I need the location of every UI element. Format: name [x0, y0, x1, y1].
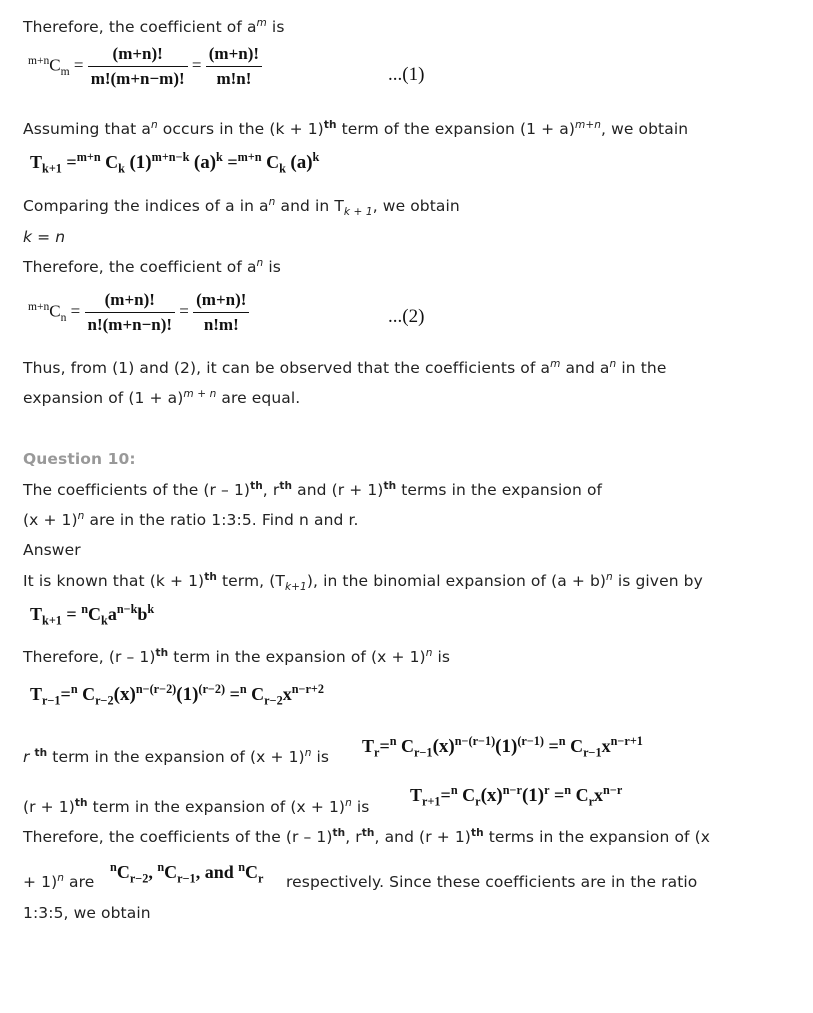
text-line: k = n [23, 228, 66, 246]
text-line: 1:3:5, we obtain [23, 904, 151, 922]
equation-term-r-minus-1: $T_{r-1}=^n$ $C_{r-2}(x)^{n-(r-2)}(1)^{(r-2)} =^n$ $C_{r-2}x^{n-r+2}$ [30, 682, 324, 708]
text-line: It is known that $(k + 1)^{th}$ term, $(T_{k+1})$, in the binomial expansion of $(a + b)^n$ is given by [23, 570, 703, 594]
text-line: Therefore, (r – 1)$^{th}$ term in the expansion of $(x + 1)^n$ is [23, 646, 451, 666]
text-line: Assuming that $a^n$ occurs in the $(k + 1)^{th}$ term of the expansion $(1 + a)^{m+n}$, we obtain [23, 118, 689, 138]
text-line: respectively. Since these coefficients are in the ratio [286, 873, 698, 891]
question-heading: Question 10: [23, 450, 136, 468]
equation-general-term: $T_{k+1} =^{m+n}$ $C_k$ $(1)^{m+n-k}$ $(a)^k =^{m+n}$ $C_k$ $(a)^k$ [30, 150, 320, 176]
equation-coefficients: $^nC_{r-2}$, $^nC_{r-1}$, and $^nC_r$ [110, 860, 264, 886]
equation-ref-2: ...(2) [388, 306, 425, 327]
equation-term-r-plus-1: $T_{r+1}=^n$ $C_r(x)^{n-r}(1)^r =^n$ $C_rx^{n-r}$ [410, 783, 623, 809]
equation-binomial-term: $T_{k+1} = ^nC_ka^{n-k}b^k$ [30, 602, 155, 628]
text-line: r $^{th}$ term in the expansion of $(x + 1)^n$ is [23, 746, 330, 766]
equation-2: $^{m+n}C_n$ = $\frac{(m+n)!}{n!(m+n-n)!}$ = $\frac{(m+n)!}{n!m!}$ [28, 290, 249, 335]
text-line: Comparing the indices of a in $a^n$ and in $T_{k + 1}$, we obtain [23, 195, 460, 219]
answer-label: Answer [23, 541, 81, 559]
text-line: Therefore, the coefficient of $a^m$ is [23, 16, 285, 36]
equation-ref-1: ...(1) [388, 64, 425, 85]
text-line: $(x + 1)^n$ are in the ratio 1:3:5. Find n and r. [23, 509, 359, 529]
text-line: The coefficients of the (r – 1)$^{th}$, $r^{th}$ and $(r + 1)^{th}$ terms in the expansion of [23, 479, 603, 499]
equation-1: $^{m+n}C_m$ = $\frac{(m+n)!}{m!(m+n-m)!}$ = $\frac{(m+n)!}{m!n!}$ [28, 44, 262, 89]
text-line: + 1)$^n$ are [23, 871, 95, 891]
text-line: Thus, from (1) and (2), it can be observed that the coefficients of $a^m$ and $a^n$ in the [23, 357, 667, 377]
text-line: Therefore, the coefficient of $a^n$ is [23, 256, 281, 276]
text-line: $(r + 1)^{th}$ term in the expansion of $(x + 1)^n$ is [23, 796, 370, 816]
text-line: Therefore, the coefficients of the (r – 1)$^{th}$, $r^{th}$, and $(r + 1)^{th}$ terms in the expansion of (x [23, 826, 711, 846]
equation-term-r: $T_r=^n$ $C_{r-1}(x)^{n-(r-1)}(1)^{(r-1)} =^n$ $C_{r-1}x^{n-r+1}$ [362, 734, 643, 760]
text-line: expansion of $(1 + a)^{m + n}$ are equal. [23, 387, 301, 407]
